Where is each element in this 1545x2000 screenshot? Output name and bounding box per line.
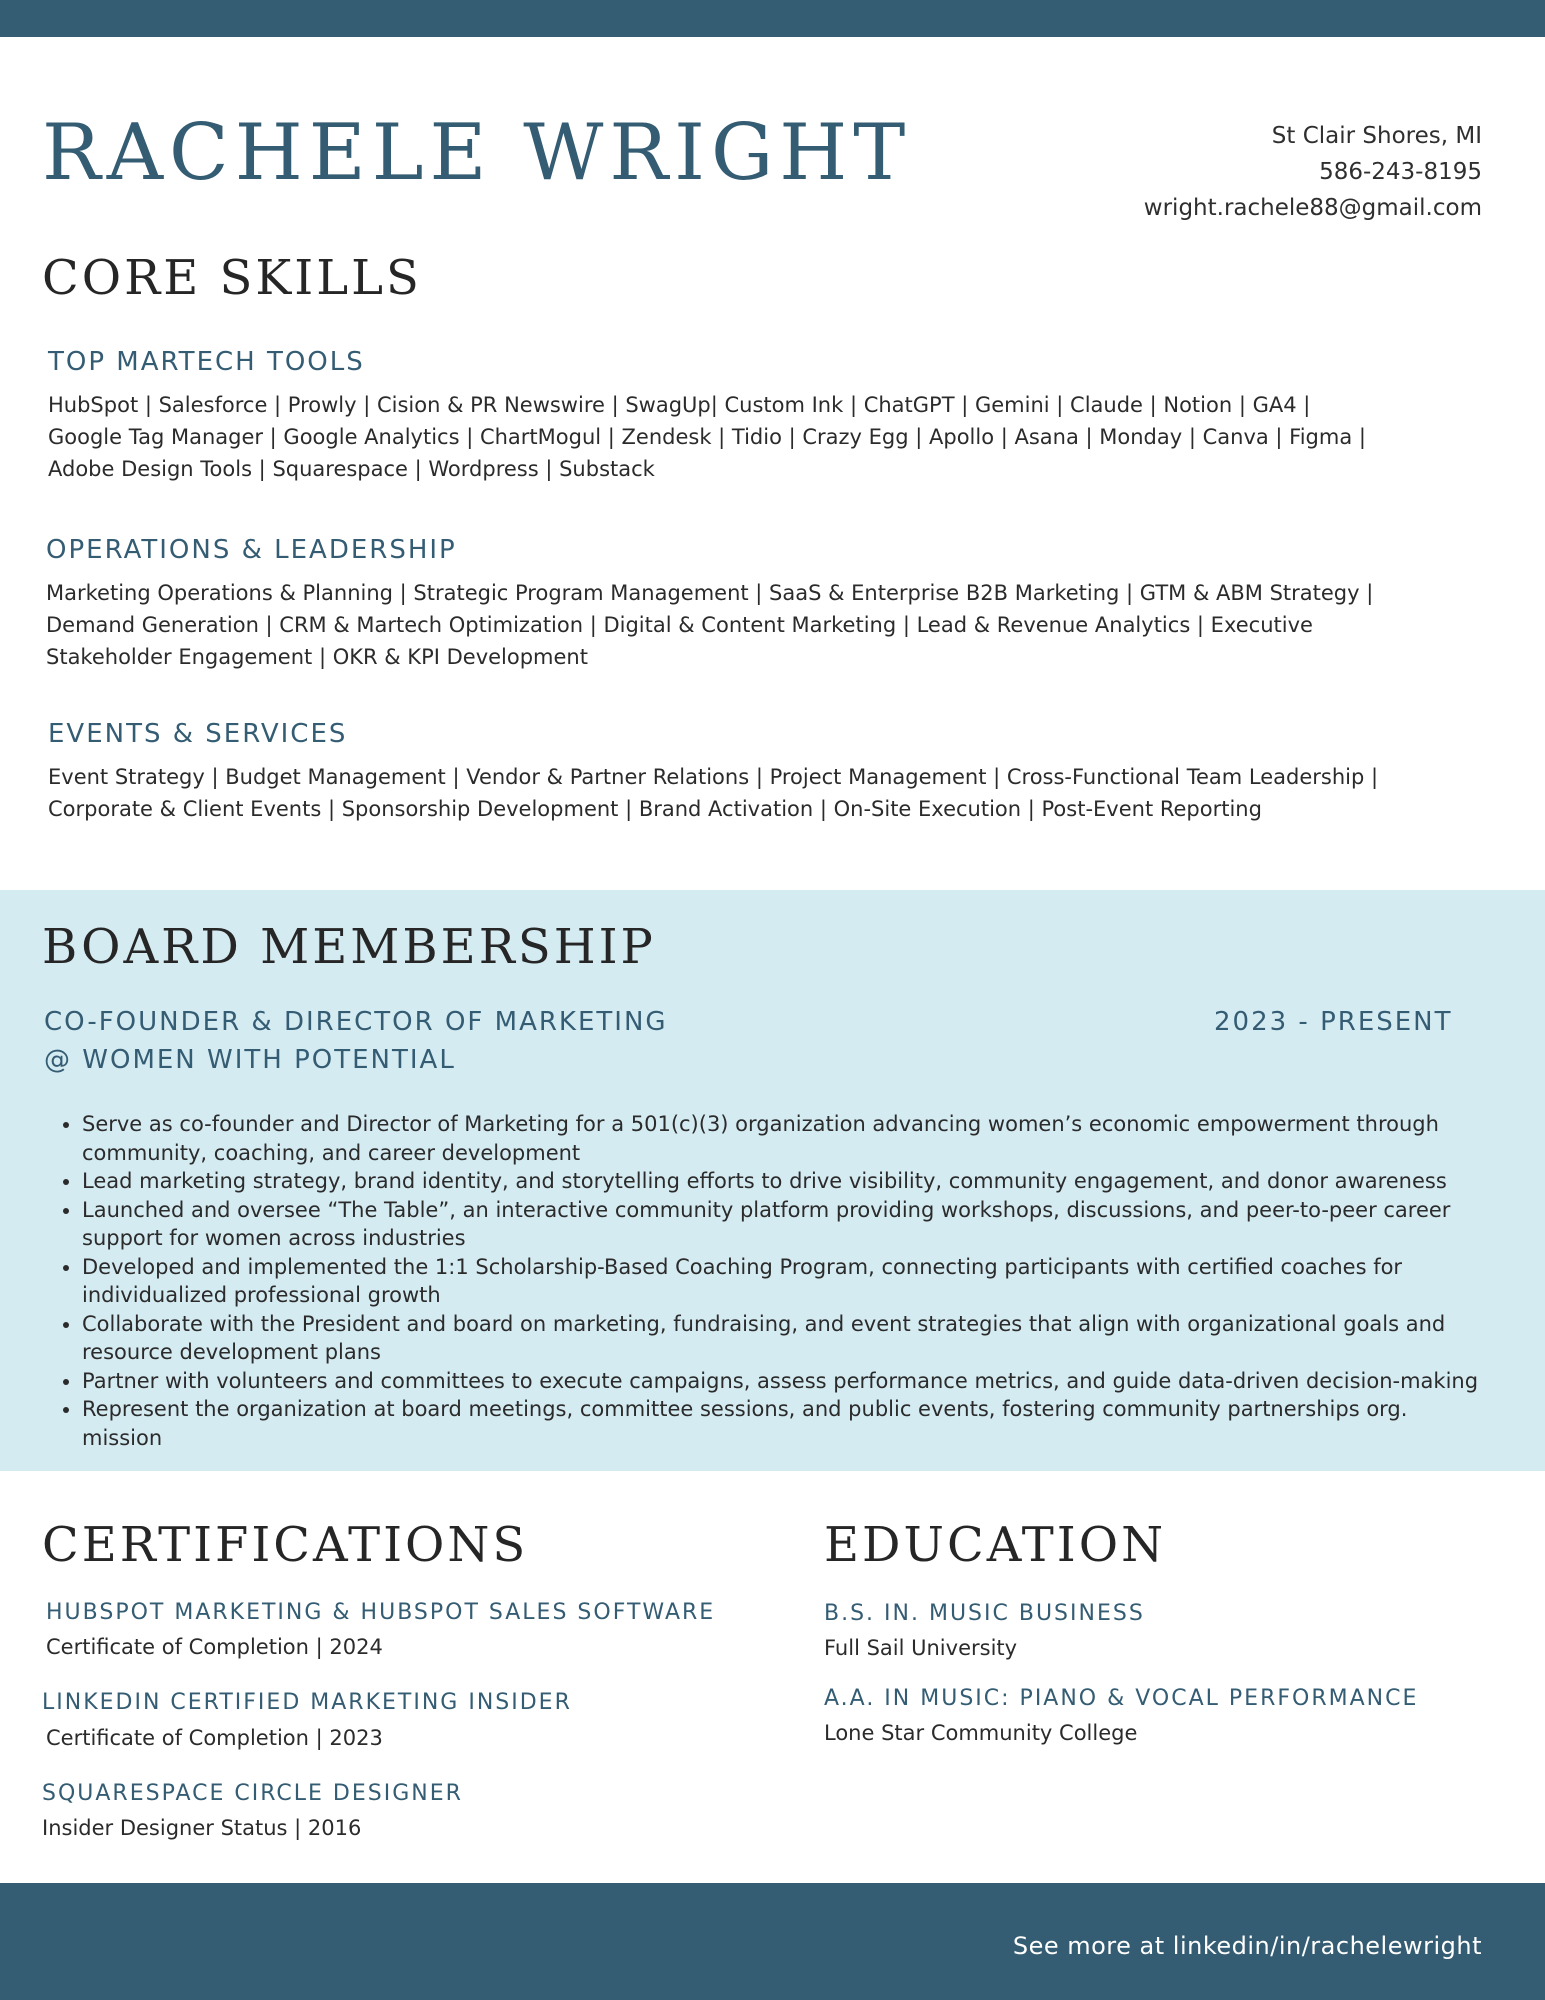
cert-detail: Certificate of Completion | 2024: [46, 1635, 383, 1659]
list-item: • Partner with volunteers and committees to execute campaigns, assess performance metrics, and guide data-driven decision-making: [82, 1367, 1494, 1396]
cert-name: LINKEDIN CERTIFIED MARKETING INSIDER: [42, 1690, 572, 1715]
cert-name: HUBSPOT MARKETING & HUBSPOT SALES SOFTWARE: [46, 1600, 716, 1625]
certifications-title: CERTIFICATIONS: [42, 1517, 529, 1573]
list-item: • Developed and implemented the 1:1 Scholarship-Based Coaching Program, connecting participants with certified coaches for individualized professional growth: [82, 1253, 1494, 1310]
board-dates: 2023 - PRESENT: [1214, 1007, 1453, 1037]
events-heading: EVENTS & SERVICES: [48, 719, 348, 749]
board-title: BOARD MEMBERSHIP: [42, 919, 656, 975]
cert-name: SQUARESPACE CIRCLE DESIGNER: [42, 1781, 463, 1806]
school-name: Full Sail University: [824, 1636, 1018, 1660]
list-item: • Represent the organization at board meetings, committee sessions, and public events, fostering community partnerships org. mission: [82, 1395, 1494, 1452]
list-item: • Launched and oversee “The Table”, an interactive community platform providing workshops, discussions, and peer-to-peer career support for women across industries: [82, 1196, 1494, 1253]
candidate-name: RACHELE WRIGHT: [42, 108, 912, 198]
tools-heading: TOP MARTECH TOOLS: [48, 347, 365, 377]
education-title: EDUCATION: [824, 1517, 1167, 1573]
degree-name: A.A. IN MUSIC: PIANO & VOCAL PERFORMANCE: [824, 1686, 1419, 1711]
board-role-line1: CO-FOUNDER & DIRECTOR OF MARKETING: [44, 1007, 668, 1037]
linkedin-link[interactable]: See more at linkedin/in/rachelewright: [1012, 1932, 1482, 1960]
tools-text: HubSpot | Salesforce | Prowly | Cision & PR Newswire | SwagUp| Custom Ink | ChatGPT | Gemini | Claude | Notion | GA4 | Google Tag Manager | Google Analytics | ChartMogul | Zendesk | Tidio | Crazy Egg | Apollo | Asana | Monday | Canva | Figma | Adobe Design Tools | Squarespace | Wordpress | Substack: [48, 393, 1366, 481]
events-text: Event Strategy | Budget Management | Vendor & Partner Relations | Project Management | Cross-Functional Team Leadership | Corporate & Client Events | Sponsorship Development | Brand Activation | On-Site Execution | Post-Event Reporting: [48, 765, 1379, 821]
list-item: • Serve as co-founder and Director of Marketing for a 501(c)(3) organization advancing women’s economic empowerment through community, coaching, and career development: [82, 1110, 1494, 1167]
board-role-line2: @ WOMEN WITH POTENTIAL: [44, 1045, 456, 1075]
operations-text: Marketing Operations & Planning | Strategic Program Management | SaaS & Enterprise B2B Marketing | GTM & ABM Strategy | Demand Generation | CRM & Martech Optimization | Digital & Content Marketing | Lead & Revenue Analytics | Executive Stakeholder Engagement | OKR & KPI Development: [46, 581, 1374, 669]
email-link[interactable]: wright.rachele88@gmail.com: [1143, 195, 1482, 221]
core-skills-title: CORE SKILLS: [42, 250, 422, 306]
board-bullets: [44, 1110, 1494, 1452]
degree-name: B.S. IN. MUSIC BUSINESS: [824, 1601, 1145, 1626]
list-item: • Collaborate with the President and board on marketing, fundraising, and event strategies that align with organizational goals and resource development plans: [82, 1310, 1494, 1367]
contact-block: [1144, 118, 1482, 226]
operations-heading: OPERATIONS & LEADERSHIP: [46, 535, 457, 565]
school-name: Lone Star Community College: [824, 1721, 1138, 1745]
list-item: • Lead marketing strategy, brand identity, and storytelling efforts to drive visibility, community engagement, and donor awareness: [82, 1167, 1494, 1196]
phone-text: 586-243-8195: [1319, 159, 1482, 185]
top-bar: [0, 0, 1545, 37]
location-text: St Clair Shores, MI: [1271, 123, 1482, 149]
cert-detail: Insider Designer Status | 2016: [42, 1816, 362, 1840]
cert-detail: Certificate of Completion | 2023: [46, 1726, 383, 1750]
